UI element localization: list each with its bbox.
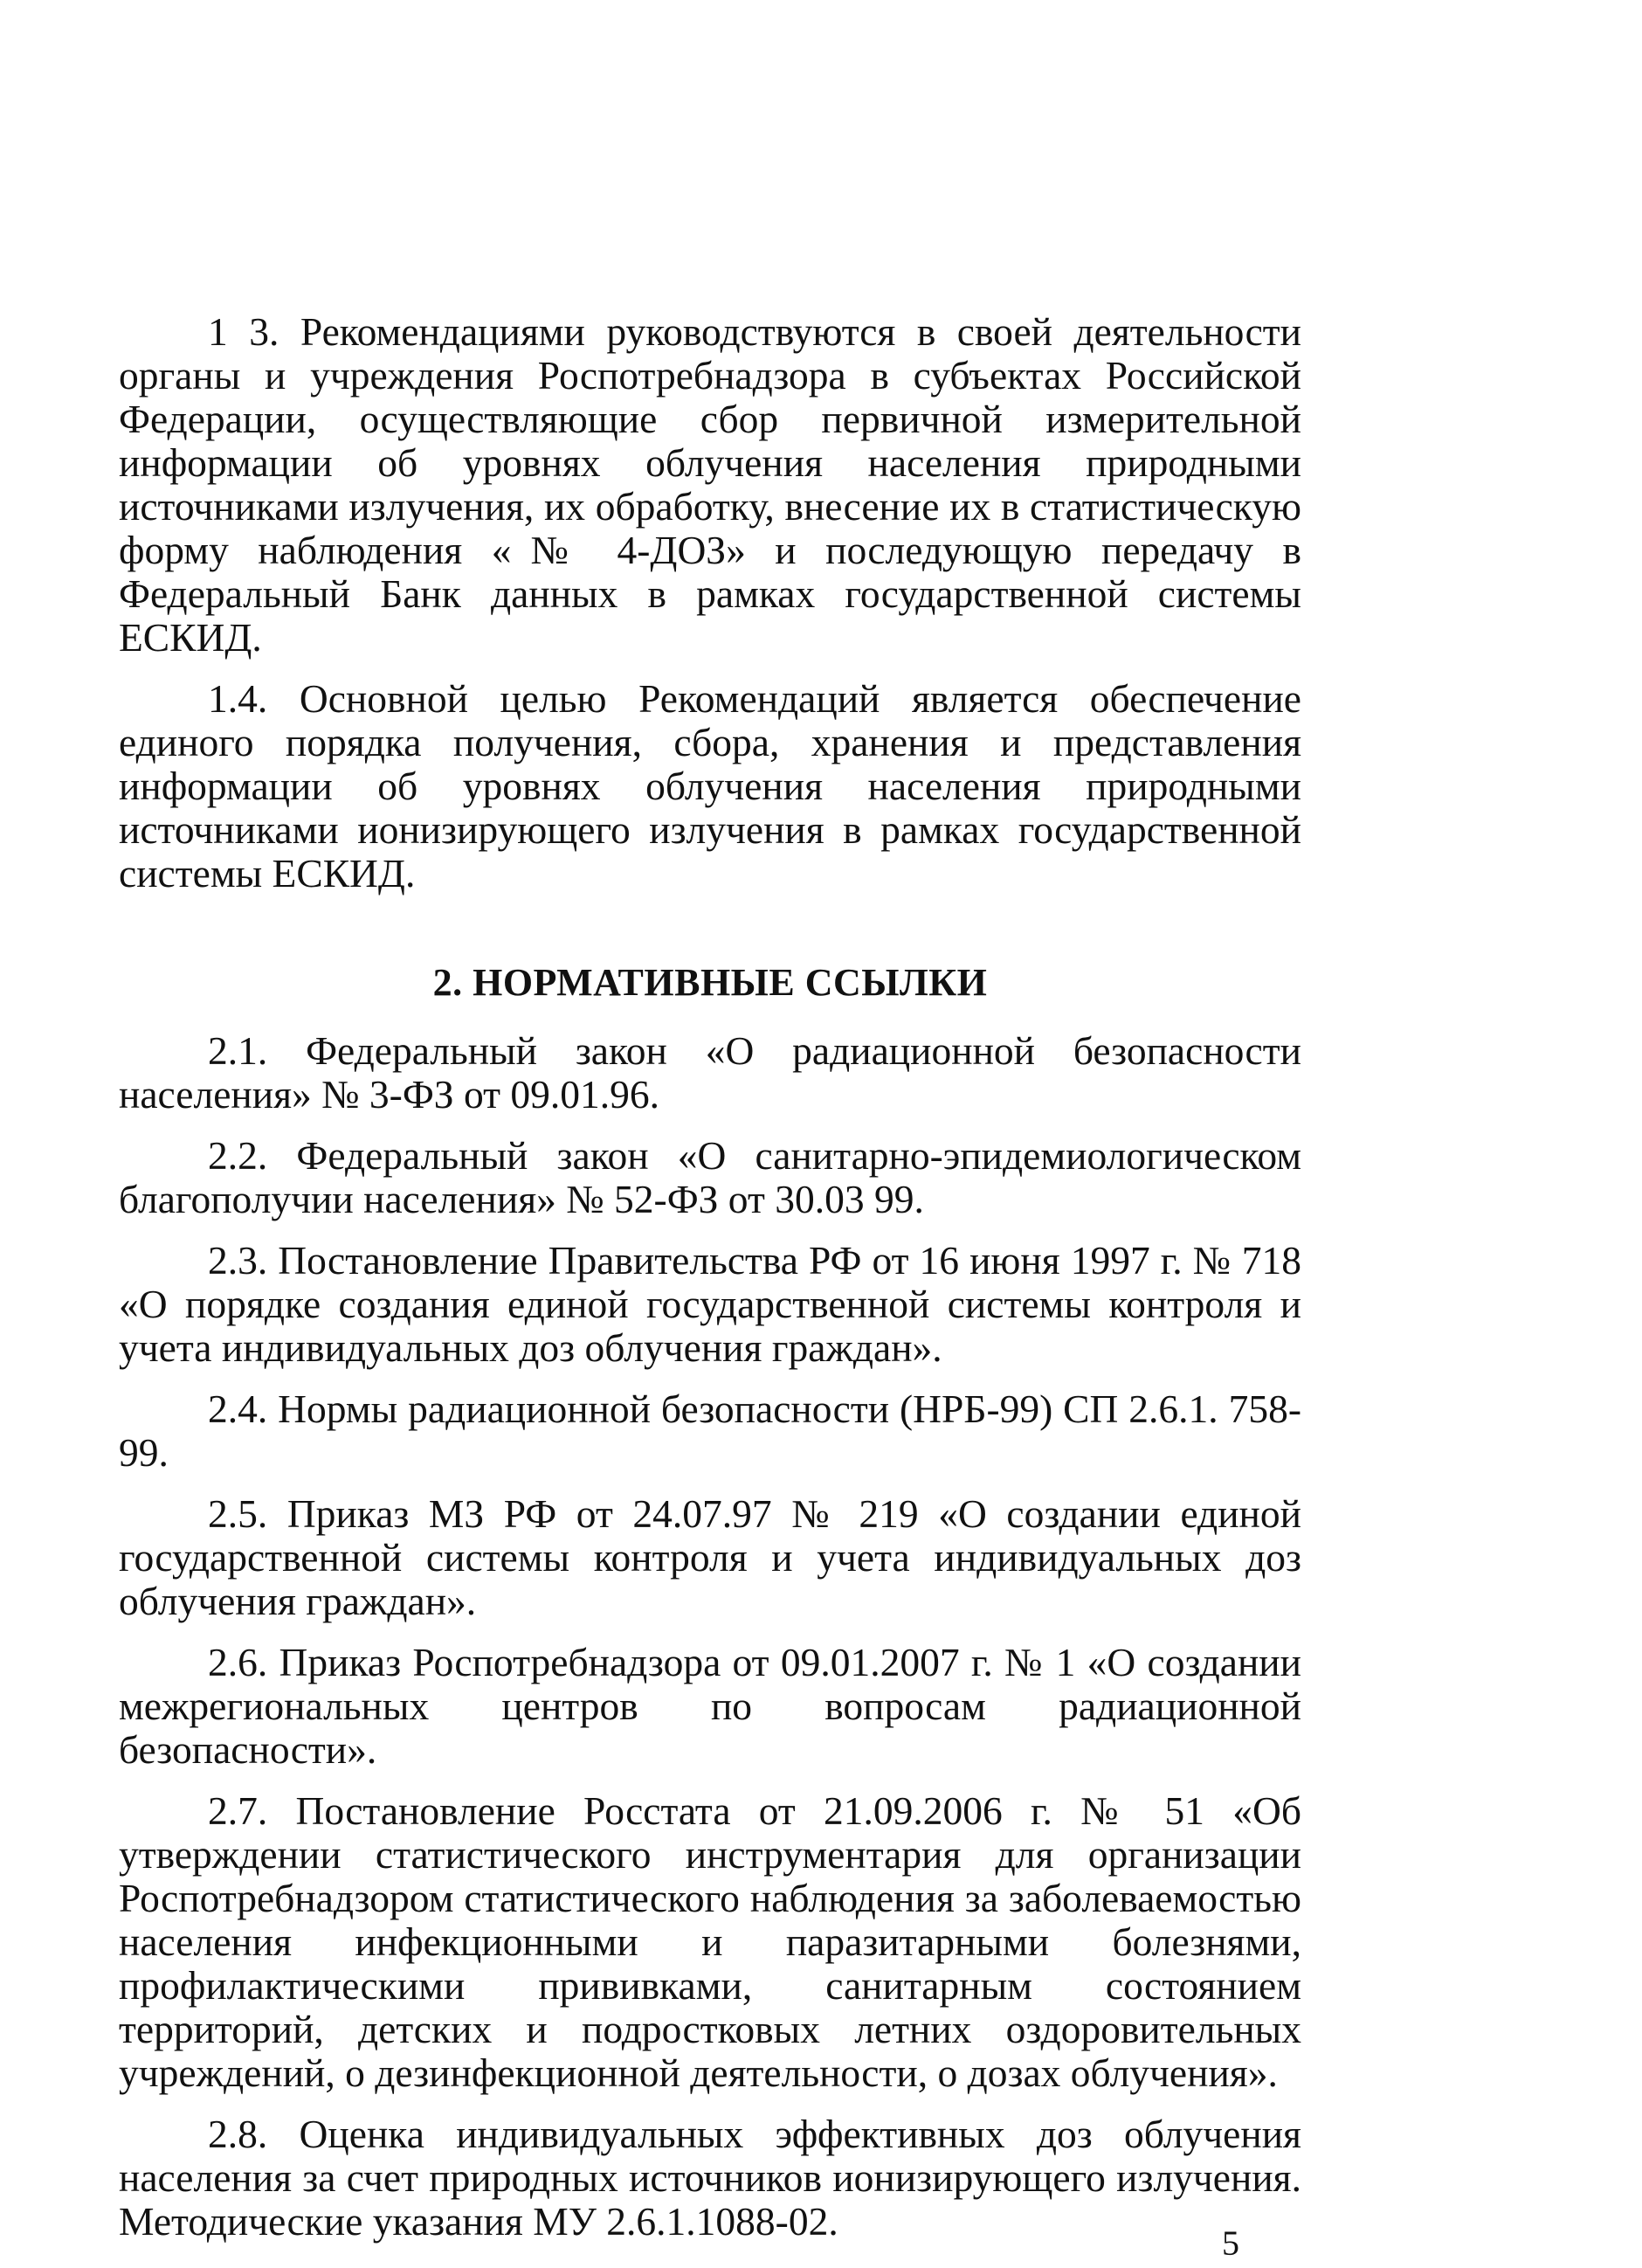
- section-heading-normative-references: 2. НОРМАТИВНЫЕ ССЫЛКИ: [432, 961, 988, 1004]
- reference-2-7: 2.7. Постановление Росстата от 21.09.2006 г. № 51 «Об утверждении статистического инструментария для организации Роспотребнадзором статистического наблюдения за заболеваемостью населения инфекционными и паразитарными болезнями, профилактическими прививками, санитарным состоянием территорий, детских и подростковых летних оздоровительных учреждений, о дезинфекционной деятельности, о дозах облучения».: [119, 1788, 1301, 2095]
- reference-2-2: 2.2. Федеральный закон «О санитарно-эпидемиологическом благополучии населения» № 52-ФЗ от 30.03 99.: [119, 1133, 1301, 1221]
- reference-2-8: 2.8. Оценка индивидуальных эффективных доз облучения населения за счет природных источников ионизирующего излучения. Методические указания МУ 2.6.1.1088-02.: [119, 2112, 1301, 2244]
- document-page: [119, 310, 1301, 2244]
- reference-2-6: 2.6. Приказ Роспотребнадзора от 09.01.2007 г. № 1 «О создании межрегиональных центров по вопросам радиационной безопасности».: [119, 1640, 1301, 1772]
- page-number: 5: [1222, 2223, 1239, 2263]
- paragraph-1-4: 1.4. Основной целью Рекомендаций является обеспечение единого порядка получения, сбора, хранения и представления информации об уровнях облучения населения природными источниками ионизирующего излучения в рамках государственной системы ЕСКИД.: [119, 676, 1301, 895]
- reference-2-5: 2.5. Приказ МЗ РФ от 24.07.97 № 219 «О создании единой государственной системы контроля и учета индивидуальных доз облучения граждан».: [119, 1491, 1301, 1623]
- reference-2-1: 2.1. Федеральный закон «О радиационной безопасности населения» № 3-ФЗ от 09.01.96.: [119, 1028, 1301, 1117]
- reference-2-4: 2.4. Нормы радиационной безопасности (НРБ-99) СП 2.6.1. 758-99.: [119, 1386, 1301, 1475]
- reference-2-3: 2.3. Постановление Правительства РФ от 16 июня 1997 г. № 718 «О порядке создания единой государственной системы контроля и учета индивидуальных доз облучения граждан».: [119, 1238, 1301, 1370]
- paragraph-1-3: 1 3. Рекомендациями руководствуются в своей деятельности органы и учреждения Роспотребнадзора в субъектах Российской Федерации, осуществляющие сбор первичной измерительной информации об уровнях облучения населения природными источниками излучения, их обработку, внесение их в статистическую форму наблюдения «№ 4-ДОЗ» и последующую передачу в Федеральный Банк данных в рамках государственной системы ЕСКИД.: [119, 309, 1301, 660]
